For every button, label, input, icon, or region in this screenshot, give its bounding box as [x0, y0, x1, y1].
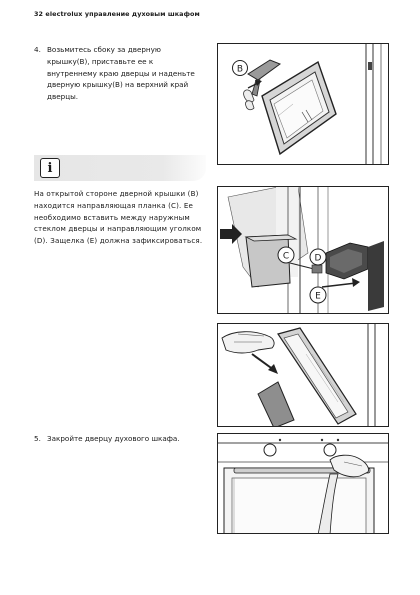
step-4-number: 4.: [34, 45, 41, 54]
figure-close-oven-door: [217, 433, 389, 534]
step-5-text: Закройте дверцу духового шкафа.: [47, 434, 180, 443]
figure-door-cover-press: [217, 323, 389, 427]
figure-guide-rail-detail: [217, 186, 389, 314]
step-4-text: Возьмитесь сбоку за дверную крышку(B), приставьте ее к внутреннему краю дверцы и наденьте дверную крышку(B) на верхний край дверцы.: [47, 45, 195, 102]
info-bar: [34, 155, 206, 181]
figure-label-c: C: [282, 251, 290, 262]
info-icon: [40, 158, 60, 178]
info-note: На открытой стороне дверной крышки (B) находится направляющая планка (C). Ее необходимо вставить между наружным стеклом дверцы и направляющим уголком (D). Защелка (E) должна зафиксироваться.: [34, 189, 203, 246]
figure-door-cover-placement: [217, 43, 389, 165]
figure-label-d: D: [314, 253, 322, 264]
figure-label-b: B: [236, 64, 244, 75]
figure-label-e: E: [315, 291, 321, 302]
step-5-number: 5.: [34, 434, 41, 443]
info-icon-glyph: i: [47, 160, 53, 176]
page-header: 32 electrolux управление духовым шкафом: [34, 10, 200, 18]
